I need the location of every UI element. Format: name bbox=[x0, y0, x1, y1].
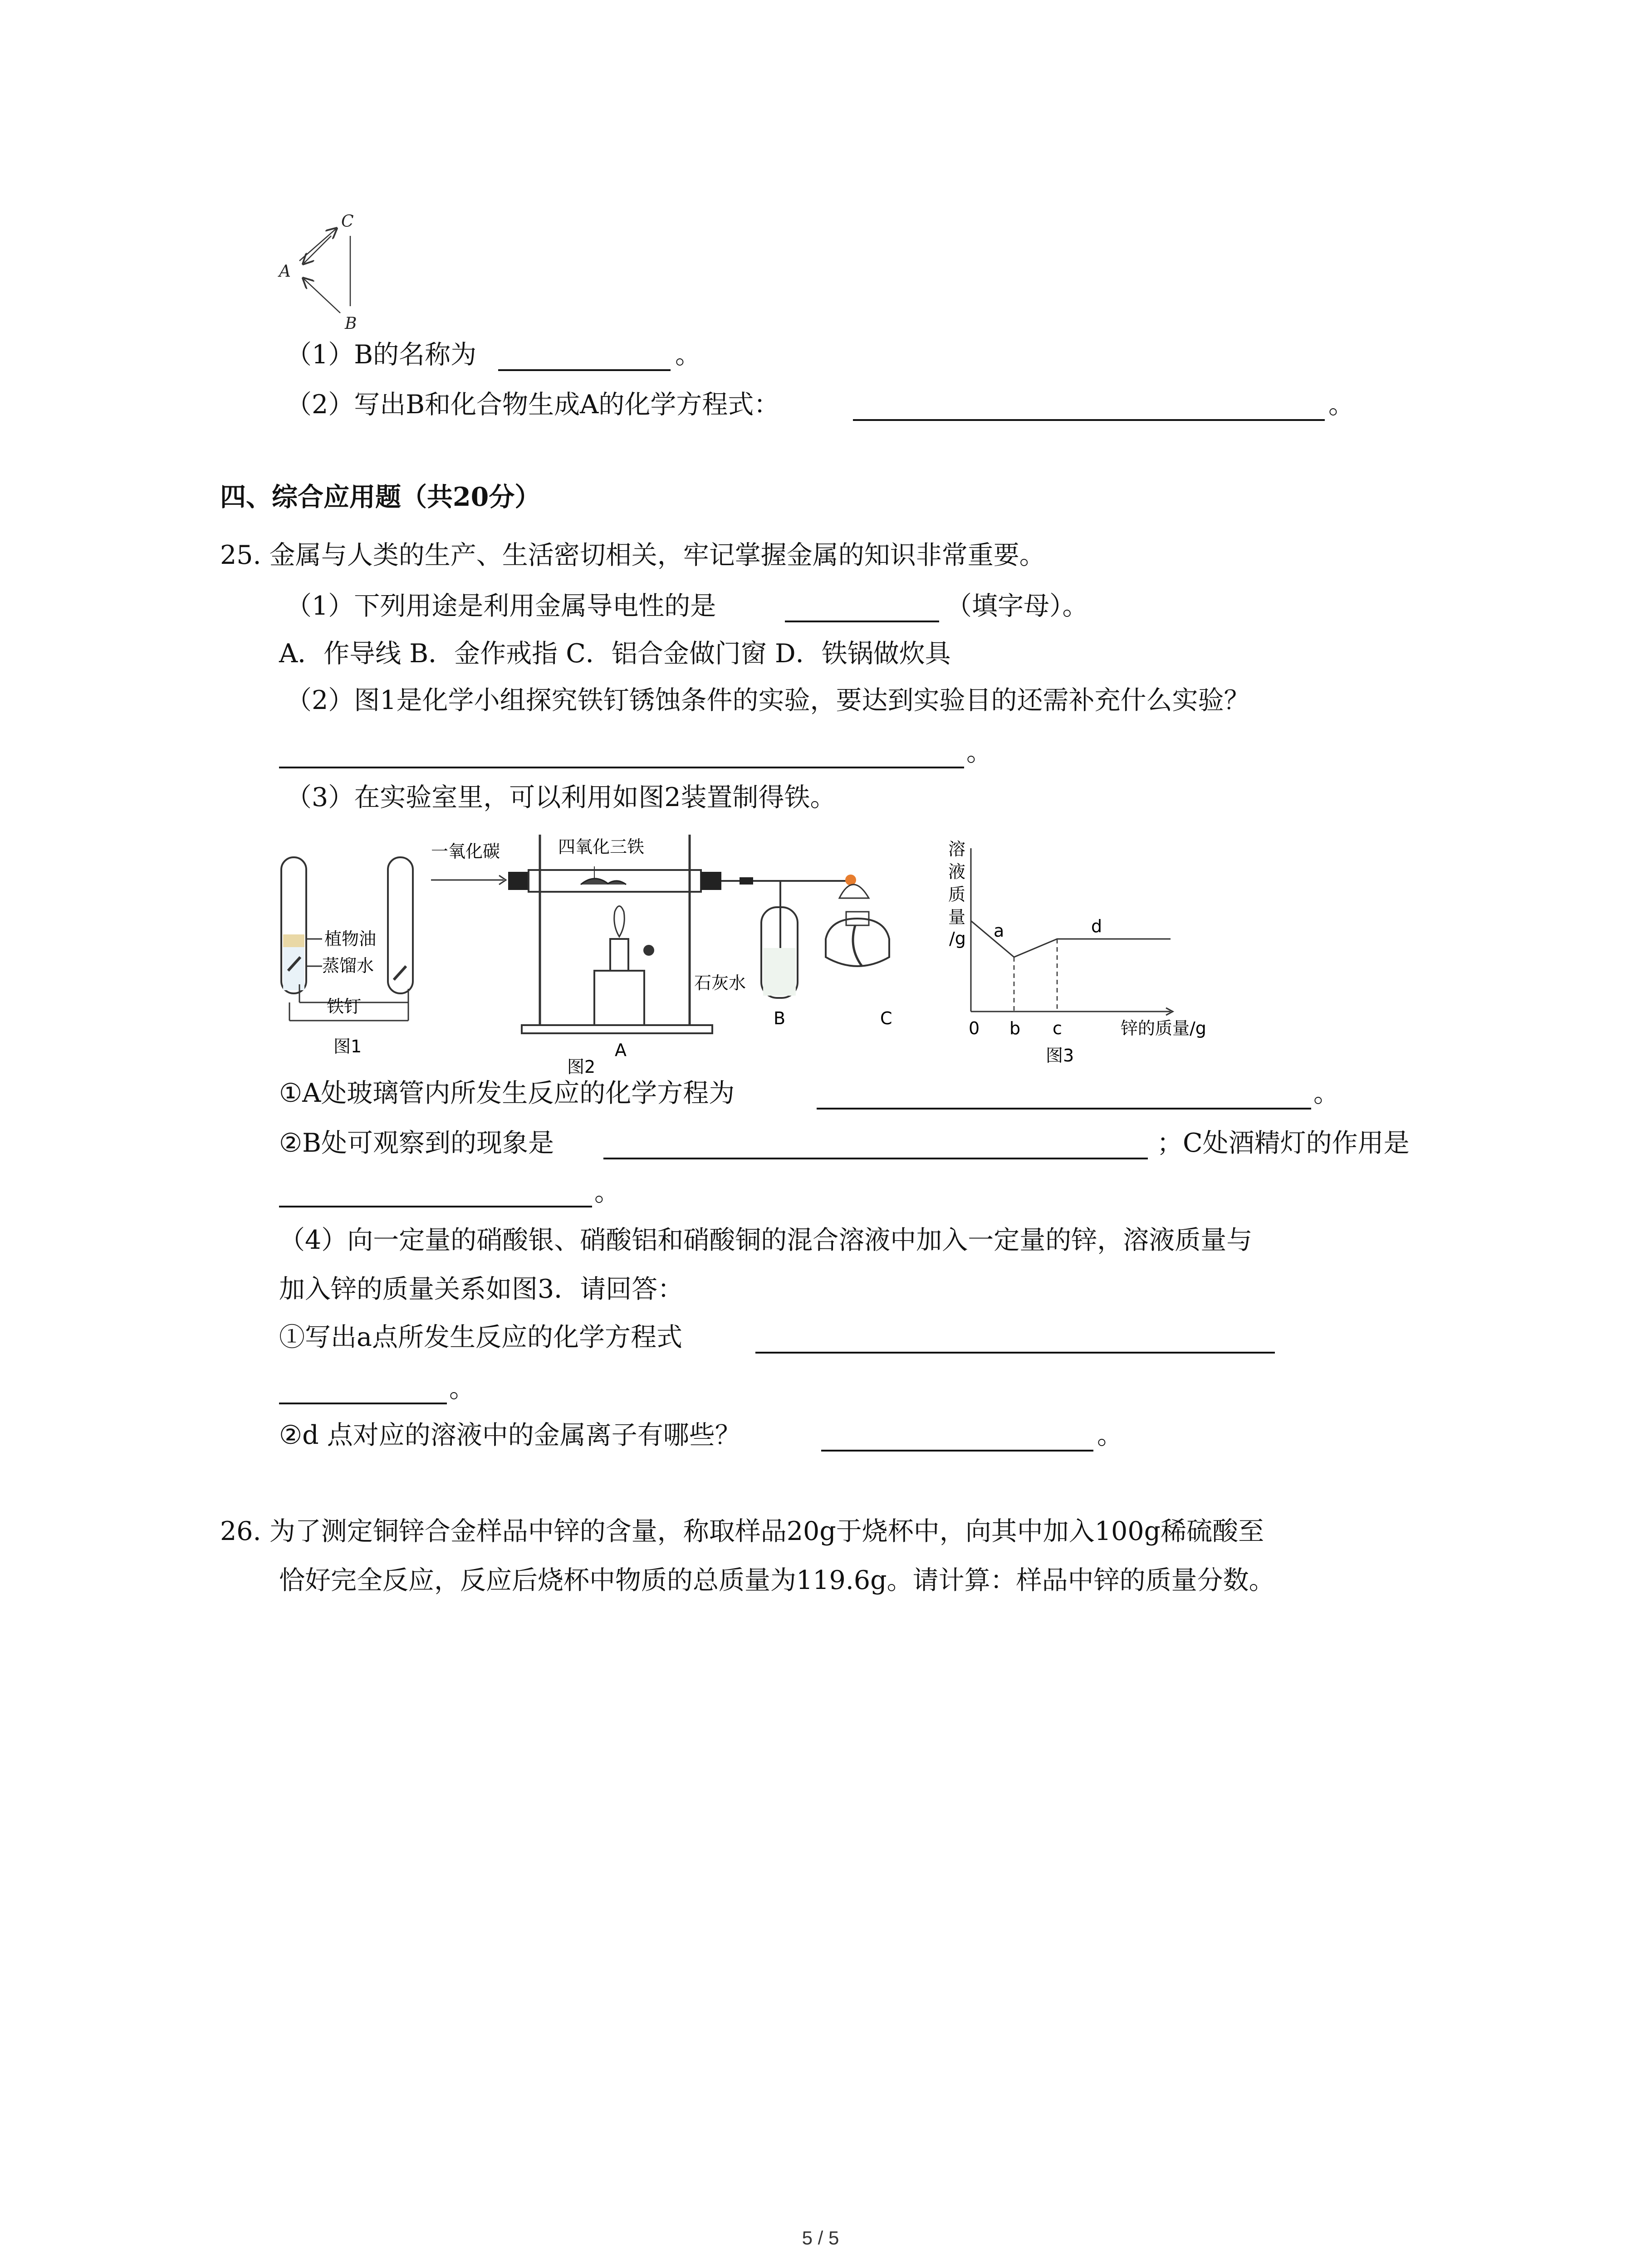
q25-part4-a-end: 。 bbox=[449, 1374, 475, 1403]
fig1-label-oil: 植物油 bbox=[324, 929, 377, 949]
q25-part4-b: ②d 点对应的溶液中的金属离子有哪些？ bbox=[279, 1420, 741, 1450]
q24-part1-blank[interactable] bbox=[498, 369, 671, 371]
q25-part3-b: ②B处可观察到的现象是 bbox=[279, 1128, 554, 1158]
q25-part2-blank[interactable] bbox=[279, 767, 964, 768]
fig3-tick-c: c bbox=[1053, 1018, 1062, 1038]
q25-part4-a-blank-2[interactable] bbox=[279, 1403, 447, 1404]
q25-part3-b-mid: ；C处酒精灯的作用是 bbox=[1157, 1128, 1410, 1158]
q25-part4-line1: （4）向一定量的硝酸银、硝酸铝和硝酸铜的混合溶液中加入一定量的锌，溶液质量与 bbox=[279, 1225, 1253, 1255]
figure-3-graph bbox=[944, 839, 1225, 1075]
q25-part4-line2: 加入锌的质量关系如图3．请回答： bbox=[279, 1274, 684, 1304]
page-number: 5 / 5 bbox=[802, 2227, 839, 2248]
triangle-label-b: B bbox=[345, 314, 357, 333]
q25-part4-b-blank[interactable] bbox=[821, 1450, 1093, 1452]
fig3-ylabel-2: 液 bbox=[948, 862, 966, 882]
fig2-label-b: B bbox=[774, 1008, 786, 1028]
fig3-point-d: d bbox=[1091, 916, 1102, 936]
q25-part3-b-blank-2[interactable] bbox=[279, 1206, 592, 1207]
fig1-caption: 图1 bbox=[333, 1036, 362, 1056]
q26-line1: 26. 为了测定铜锌合金样品中锌的含量，称取样品20g于烧杯中，向其中加入100g稀硫酸至 bbox=[220, 1516, 1264, 1546]
q24-part2-blank[interactable] bbox=[853, 419, 1325, 421]
q25-options: A．作导线 B．金作戒指 C．铝合金做门窗 D．铁锅做炊具 bbox=[279, 639, 951, 669]
q25-part3-b-end: 。 bbox=[594, 1177, 620, 1207]
fig2-label-solid: 四氧化三铁 bbox=[558, 837, 645, 857]
fig1-label-nail: 铁钉 bbox=[327, 997, 362, 1017]
fig2-label-limewater: 石灰水 bbox=[694, 973, 746, 993]
q25-part3: （3）在实验室里，可以利用如图2装置制得铁。 bbox=[286, 782, 836, 812]
fig3-tick-b: b bbox=[1009, 1018, 1021, 1038]
q25-part4-b-end: 。 bbox=[1097, 1420, 1123, 1450]
q25-part3-a-blank[interactable] bbox=[817, 1108, 1311, 1110]
q24-part1-end: 。 bbox=[675, 340, 701, 370]
fig3-ylabel-4: 量 bbox=[948, 907, 966, 927]
fig3-xlabel: 锌的质量/g bbox=[1121, 1018, 1206, 1038]
q25-part3-a-end: 。 bbox=[1313, 1078, 1339, 1108]
triangle-diagram bbox=[272, 209, 381, 336]
fig2-label-gas: 一氧化碳 bbox=[431, 841, 500, 861]
fig3-point-a: a bbox=[994, 921, 1004, 941]
section-title: 四、综合应用题（共20分） bbox=[220, 482, 541, 512]
q25-part3-b-blank[interactable] bbox=[603, 1158, 1148, 1159]
q25-part4-a-blank[interactable] bbox=[755, 1352, 1275, 1354]
q24-part1: （1）B的名称为 bbox=[286, 340, 477, 370]
q24-part2: （2）写出B和化合物生成A的化学方程式： bbox=[286, 390, 780, 420]
fig2-label-a: A bbox=[615, 1040, 627, 1060]
fig3-caption: 图3 bbox=[1046, 1046, 1074, 1066]
figure-2-apparatus bbox=[431, 821, 948, 1075]
q26-line2: 恰好完全反应，反应后烧杯中物质的总质量为119.6g。请计算：样品中锌的质量分数。 bbox=[279, 1565, 1275, 1595]
q25-part1: （1）下列用途是利用金属导电性的是 bbox=[286, 591, 716, 621]
fig2-caption: 图2 bbox=[567, 1057, 596, 1075]
triangle-label-c: C bbox=[341, 212, 354, 231]
q25-part2: （2）图1是化学小组探究铁钉锈蚀条件的实验，要达到实验目的还需补充什么实验？ bbox=[286, 685, 1250, 715]
q25-part1-blank[interactable] bbox=[785, 621, 939, 622]
fig3-yunit: /g bbox=[949, 929, 966, 948]
figure-1-nail-rust bbox=[272, 853, 436, 1066]
fig2-label-c: C bbox=[880, 1008, 892, 1028]
q25-part2-end: 。 bbox=[966, 737, 992, 767]
fig1-label-water: 蒸馏水 bbox=[322, 956, 374, 976]
q25-part3-a: ①A处玻璃管内所发生反应的化学方程为 bbox=[279, 1078, 735, 1108]
fig3-ylabel-3: 质 bbox=[948, 885, 966, 904]
fig3-ylabel-1: 溶 bbox=[948, 839, 966, 859]
q25-part4-a: ①写出a点所发生反应的化学方程式 bbox=[279, 1322, 682, 1352]
q25-stem: 25. 金属与人类的生产、生活密切相关，牢记掌握金属的知识非常重要。 bbox=[220, 540, 1045, 570]
triangle-label-a: A bbox=[279, 262, 291, 281]
q24-part2-end: 。 bbox=[1328, 390, 1354, 420]
q25-part1-tail: （填字母）。 bbox=[946, 591, 1088, 621]
fig3-origin: 0 bbox=[969, 1018, 980, 1038]
